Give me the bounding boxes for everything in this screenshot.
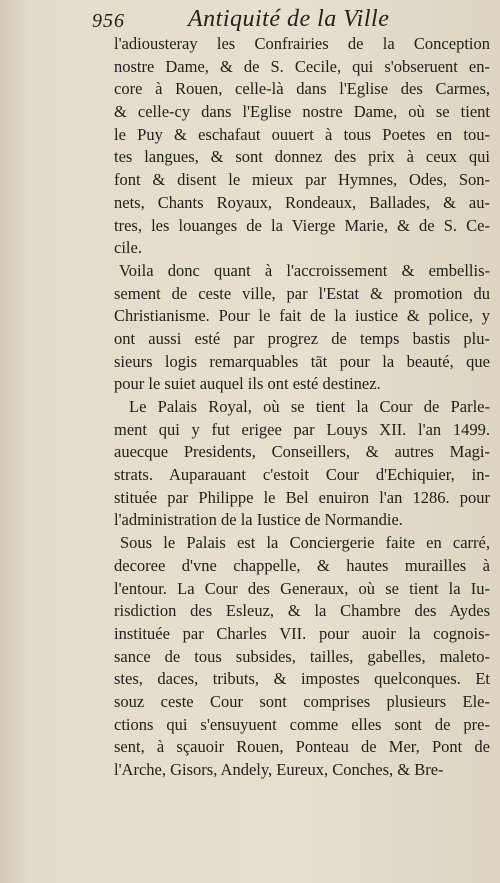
text-line: stituée par Philippe le Bel enuiron l'an 1286. pour <box>114 487 490 507</box>
text-line: Voila donc quant à l'accroissement & embellis- <box>119 260 490 280</box>
page-header <box>0 6 500 36</box>
text-line: Le Palais Royal, où se tient la Cour de Parle- <box>129 397 490 416</box>
text-line: l'adiousteray les Confrairies de la Conception <box>114 34 490 53</box>
text-line: nostre Dame, & de S. Cecile, qui s'obseruent en- <box>114 56 490 76</box>
text-line: risdiction des Esleuz, & la Chambre des Aydes <box>114 601 490 621</box>
text-line: pour le suiet auquel ils ont esté destinez. <box>114 374 381 394</box>
text-line: stes, daces, tributs, & impostes quelconques. Et <box>114 669 490 689</box>
text-line: ont aussi esté par progrez de temps bastis plu- <box>114 328 490 348</box>
text-line: decoree d'vne chappelle, & hautes murailles à <box>114 555 490 575</box>
text-line: l'administration de la Iustice de Normandie. <box>114 510 403 530</box>
text-line: sement de ceste ville, par l'Estat & promotion du <box>114 283 490 303</box>
paragraph <box>114 396 490 532</box>
text-line: ment qui y fut erigee par Louys XII. l'an 1499. <box>114 419 490 439</box>
text-line: l'entour. La Cour des Generaux, où se tient la Iu- <box>114 578 490 598</box>
text-line: & celle-cy dans l'Eglise nostre Dame, où se tient <box>114 102 490 122</box>
text-line: le Puy & eschafaut ouuert à tous Poetes en tou- <box>114 124 490 144</box>
text-line: sance de tous subsides, tailles, gabelles, maleto- <box>114 646 490 666</box>
text-line: Sous le Palais est la Conciergerie faite en carré, <box>120 533 490 553</box>
text-line: sent, à sçauoir Rouen, Ponteau de Mer, Pont de <box>114 737 490 757</box>
text-line: sieurs logis remarquables tāt pour la beauté, que <box>114 351 490 371</box>
text-line: auecque Presidents, Conseillers, & autres Magi- <box>114 442 490 462</box>
body-text <box>114 33 490 782</box>
page-number: 956 <box>92 10 125 32</box>
text-line: font & disent le mieux par Hymnes, Odes, Son- <box>114 170 490 190</box>
text-line: l'Arche, Gisors, Andely, Eureux, Conches, & Bre- <box>114 760 444 779</box>
text-line: tes langues, & sont donnez des prix à ceux qui <box>114 147 490 167</box>
text-line: strats. Auparauant c'estoit Cour d'Echiquier, in- <box>114 465 490 485</box>
text-line: core à Rouen, celle-là dans l'Eglise des Carmes, <box>114 79 490 99</box>
text-line: cile. <box>114 238 142 258</box>
paragraph <box>114 532 490 782</box>
text-line: instituée par Charles VII. pour auoir la cognois- <box>114 623 490 643</box>
paragraph <box>114 260 490 396</box>
text-line: Christianisme. Pour le fait de la iustice & police, y <box>114 306 490 326</box>
text-line: souz ceste Cour sont comprises plusieurs Ele- <box>114 691 490 711</box>
text-line: ctions qui s'ensuyuent comme elles sont de pre- <box>114 714 490 734</box>
text-line: tres, les louanges de la Vierge Marie, & de S. Ce- <box>114 215 490 235</box>
paragraph <box>114 33 490 260</box>
running-head: Antiquité de la Ville <box>188 6 390 32</box>
text-line: nets, Chants Royaux, Rondeaux, Ballades, & au- <box>114 192 490 212</box>
